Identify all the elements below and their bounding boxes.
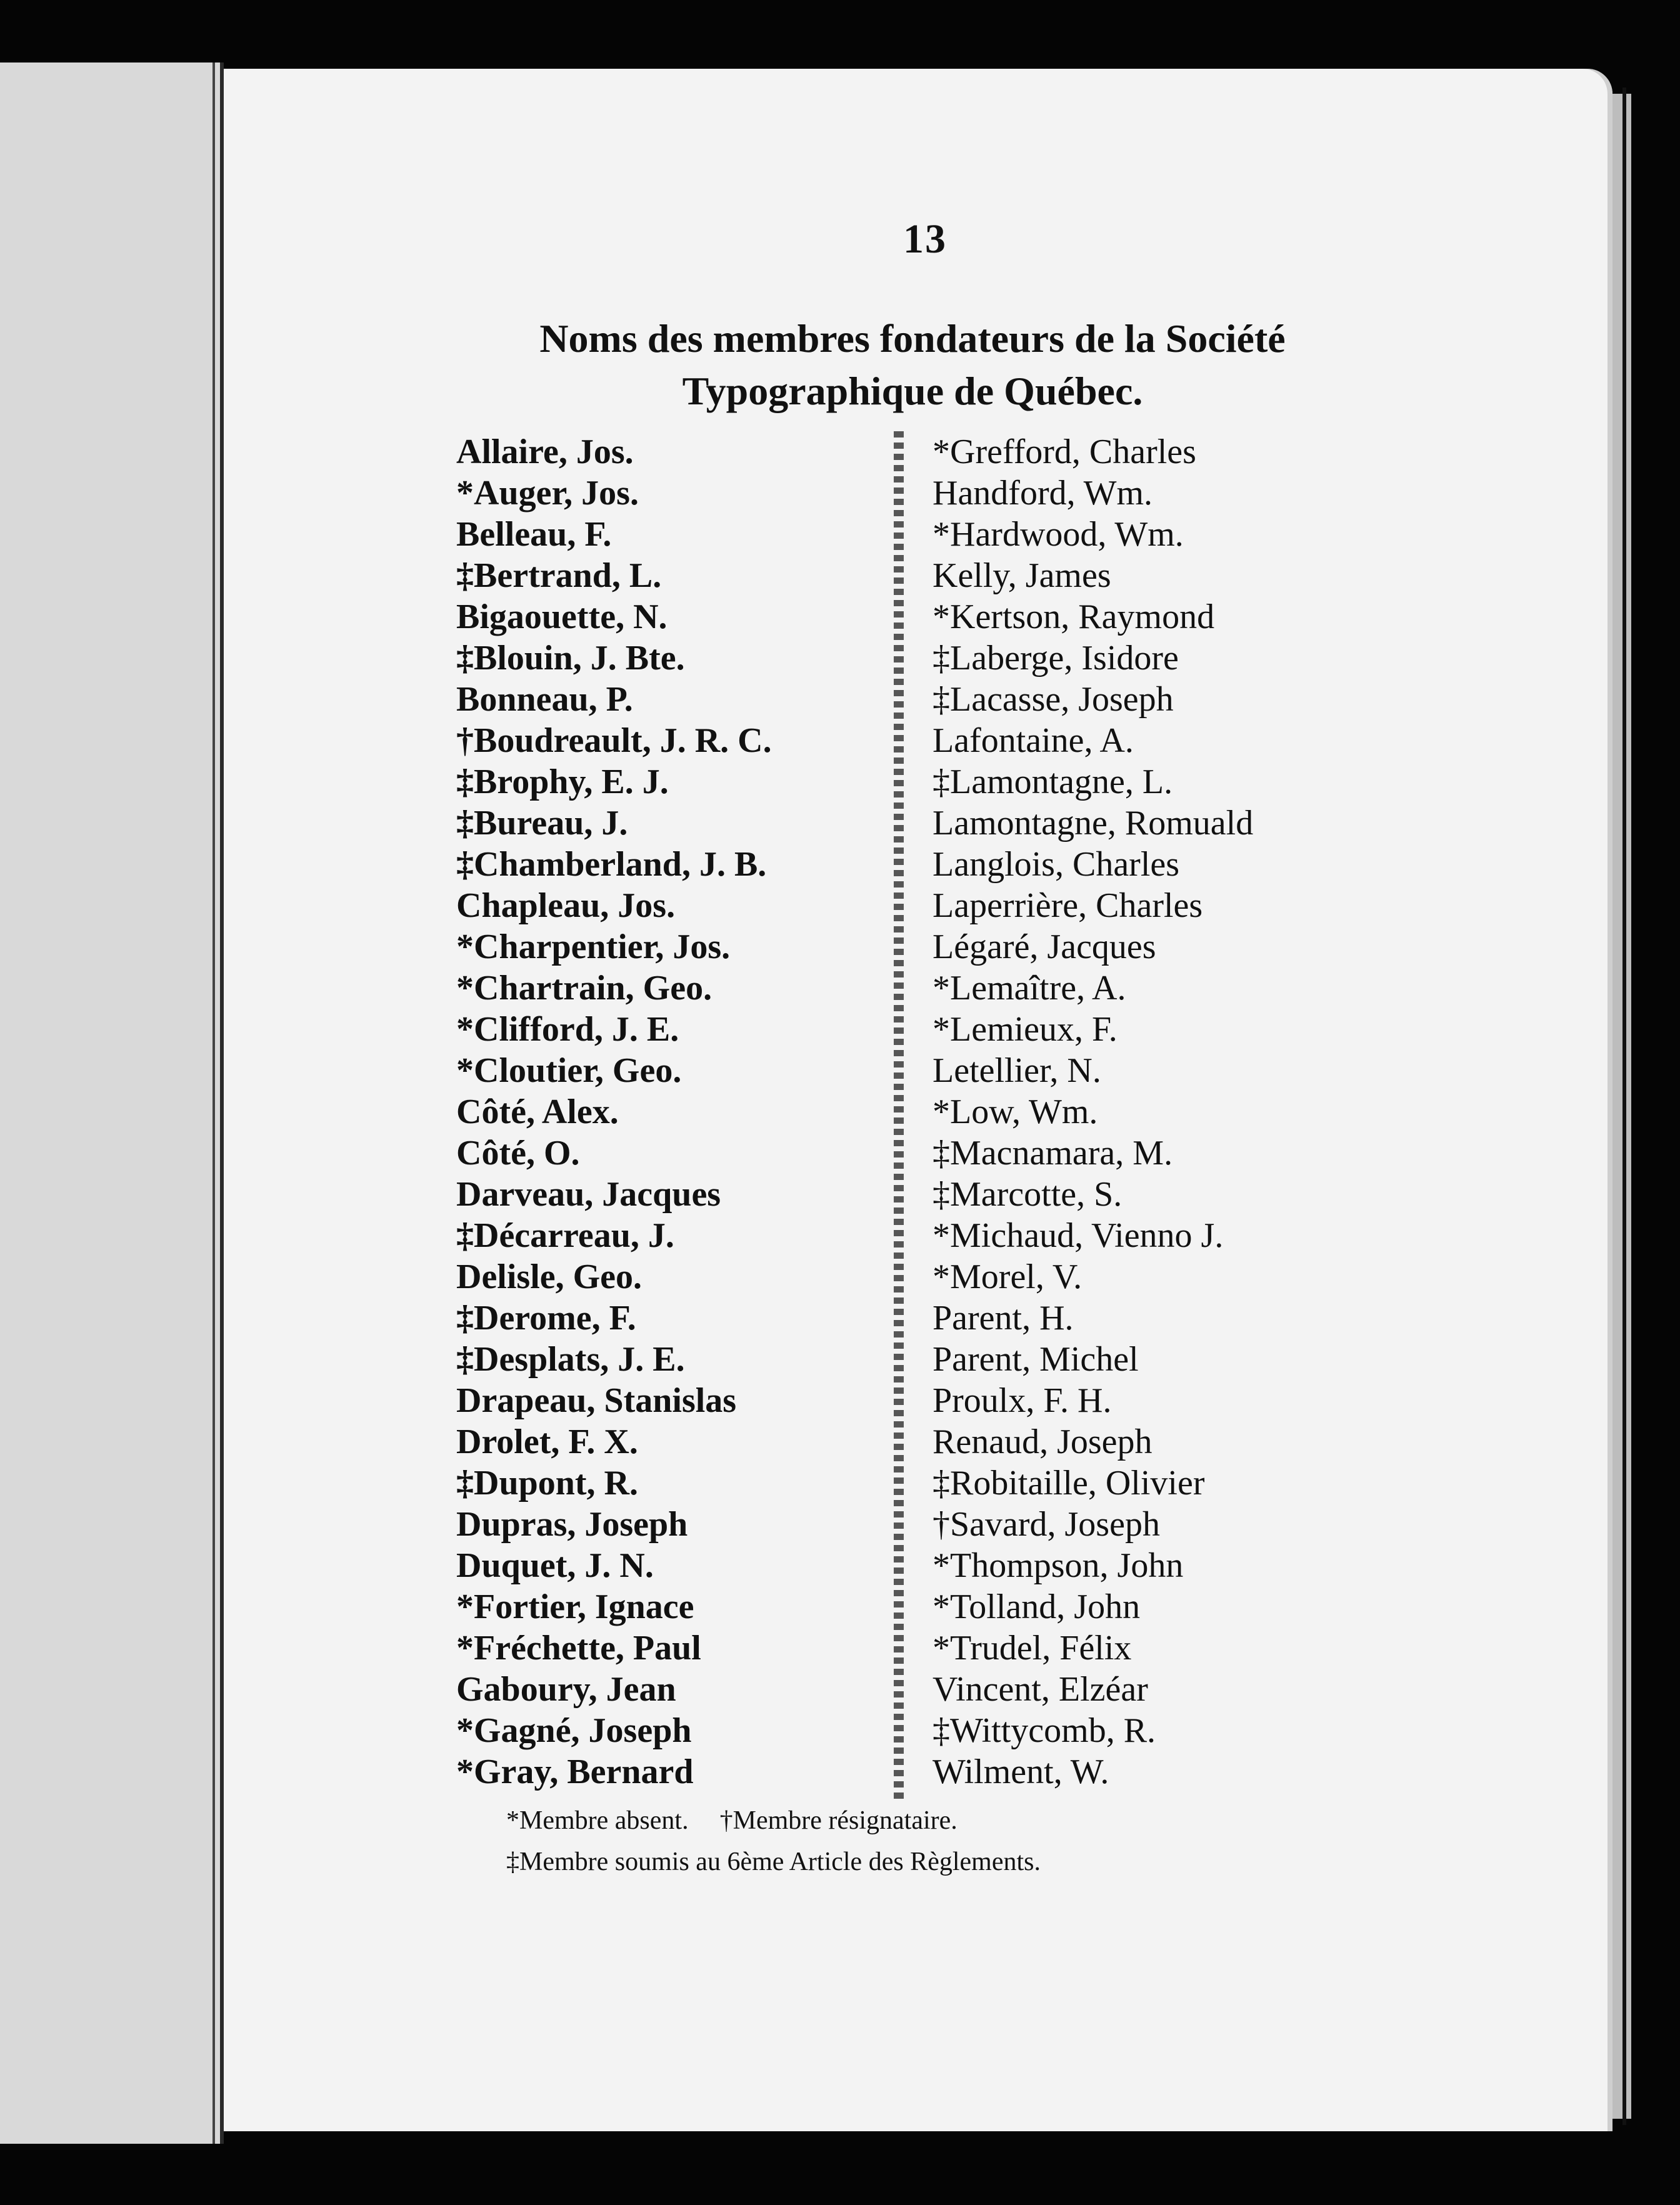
member-name: *Morel, V.	[932, 1258, 1082, 1296]
legend-article: ‡Membre soumis au 6ème Article des Règlements.	[506, 1848, 1041, 1876]
member-name: *Trudel, Félix	[932, 1629, 1132, 1668]
member-name: ‡Chamberland, J. B.	[456, 845, 767, 884]
member-name: Chapleau, Jos.	[456, 886, 676, 925]
legend-row-1	[506, 1800, 1319, 1841]
member-name: ‡Macnamara, M.	[932, 1134, 1173, 1172]
member-name: *Tolland, John	[932, 1588, 1141, 1626]
legend	[506, 1800, 1319, 1882]
member-name: Drolet, F. X.	[456, 1422, 638, 1461]
member-name: *Fortier, Ignace	[456, 1588, 694, 1626]
member-name: †Boudreault, J. R. C.	[456, 721, 772, 760]
member-name: Belleau, F.	[456, 515, 612, 554]
legend-row-2	[506, 1841, 1319, 1882]
member-name: *Auger, Jos.	[456, 474, 639, 512]
member-name: *Lemieux, F.	[932, 1010, 1118, 1049]
member-name: Côté, O.	[456, 1134, 580, 1172]
member-name: ‡Blouin, J. Bte.	[456, 639, 685, 678]
page-stack-shadow	[1622, 88, 1626, 2125]
member-name: Handford, Wm.	[932, 474, 1152, 512]
member-name: Parent, H.	[932, 1299, 1074, 1338]
legend-resigned: †Membre résignataire.	[719, 1806, 958, 1835]
member-name: *Low, Wm.	[932, 1092, 1098, 1131]
member-name: ‡Laberge, Isidore	[932, 639, 1179, 678]
member-name: ‡Bertrand, L.	[456, 556, 662, 595]
member-name: Langlois, Charles	[932, 845, 1180, 884]
page-number: 13	[903, 216, 947, 262]
member-name: Letellier, N.	[932, 1051, 1101, 1090]
member-name: ‡Marcotte, S.	[932, 1175, 1122, 1214]
member-name: ‡Desplats, J. E.	[456, 1340, 685, 1379]
member-name: ‡Robitaille, Olivier	[932, 1464, 1205, 1502]
member-name: †Savard, Joseph	[932, 1505, 1160, 1544]
member-name: Darveau, Jacques	[456, 1175, 721, 1214]
member-name: ‡Bureau, J.	[456, 804, 628, 842]
book-spine	[212, 62, 215, 2144]
member-name: Parent, Michel	[932, 1340, 1139, 1379]
member-name: ‡Brophy, E. J.	[456, 762, 669, 801]
member-name: Dupras, Joseph	[456, 1505, 688, 1544]
member-name: *Gagné, Joseph	[456, 1711, 692, 1750]
member-name: Duquet, J. N.	[456, 1546, 654, 1585]
member-name: Gaboury, Jean	[456, 1670, 676, 1709]
member-name: *Thompson, John	[932, 1546, 1184, 1585]
member-name: ‡Derome, F.	[456, 1299, 636, 1338]
member-name: Bigaouette, N.	[456, 598, 668, 636]
title-line-2: Typographique de Québec.	[682, 369, 1143, 413]
member-name: ‡Dupont, R.	[456, 1464, 638, 1502]
member-name: ‡Wittycomb, R.	[932, 1711, 1156, 1750]
member-name: ‡Lamontagne, L.	[932, 762, 1173, 801]
member-name: *Gray, Bernard	[456, 1752, 694, 1791]
member-name: ‡Décarreau, J.	[456, 1216, 674, 1255]
member-name: Delisle, Geo.	[456, 1258, 642, 1296]
page-stack-edge	[1612, 94, 1631, 2119]
member-name: Kelly, James	[932, 556, 1111, 595]
member-name: *Chartrain, Geo.	[456, 969, 712, 1008]
member-name: Bonneau, P.	[456, 680, 633, 719]
member-name: ‡Lacasse, Joseph	[932, 680, 1174, 719]
member-name: *Michaud, Vienno J.	[932, 1216, 1224, 1255]
member-name: Wilment, W.	[932, 1752, 1109, 1791]
member-name: Lamontagne, Romuald	[932, 804, 1254, 842]
left-member-list	[456, 431, 894, 1792]
member-name: Drapeau, Stanislas	[456, 1381, 737, 1420]
member-name: *Hardwood, Wm.	[932, 515, 1184, 554]
member-name: Renaud, Joseph	[932, 1422, 1152, 1461]
member-name: Proulx, F. H.	[932, 1381, 1112, 1420]
member-name: *Lemaître, A.	[932, 969, 1126, 1008]
member-name: *Fréchette, Paul	[456, 1629, 701, 1668]
previous-page-edge	[0, 62, 224, 2144]
member-name: *Charpentier, Jos.	[456, 928, 731, 966]
member-name: Vincent, Elzéar	[932, 1670, 1148, 1709]
member-name: Légaré, Jacques	[932, 928, 1156, 966]
page-title	[450, 312, 1375, 418]
member-name: Laperrière, Charles	[932, 886, 1203, 925]
right-member-list	[932, 431, 1420, 1792]
member-name: Allaire, Jos.	[456, 432, 634, 471]
member-name: *Grefford, Charles	[932, 432, 1196, 471]
legend-absent: *Membre absent.	[506, 1806, 689, 1835]
member-name: Lafontaine, A.	[932, 721, 1134, 760]
member-name: *Cloutier, Geo.	[456, 1051, 682, 1090]
member-name: *Clifford, J. E.	[456, 1010, 679, 1049]
column-divider	[894, 431, 904, 1800]
member-name: *Kertson, Raymond	[932, 598, 1215, 636]
member-name: Côté, Alex.	[456, 1092, 619, 1131]
title-line-1: Noms des membres fondateurs de la Société	[539, 316, 1286, 361]
